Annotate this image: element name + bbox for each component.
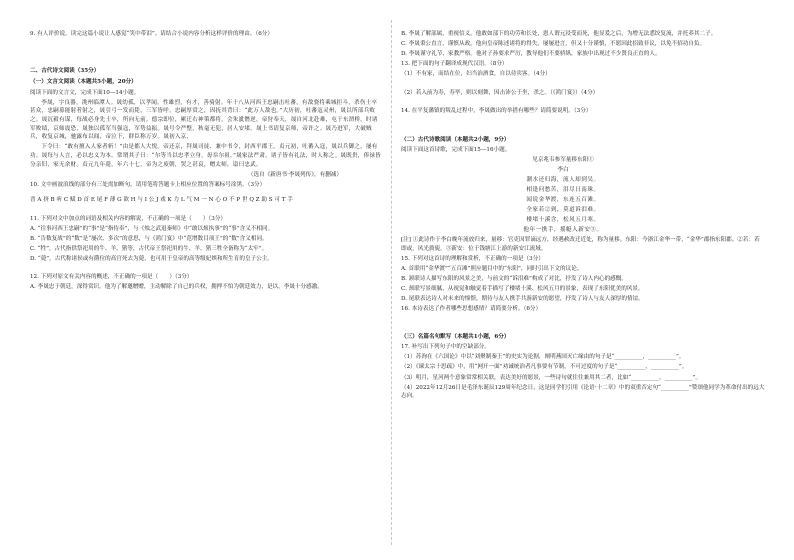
left-paragraph: D. “薨”，古代称诸侯或有爵位的高官死去为薨，也可用于皇帝的高等级妃嫔和所生育的皇子公主。 <box>30 255 273 262</box>
left-paragraph: A. 李晟忠于朝廷，深得赏识。他为了解邀赠赠，主动解除了自己的兵权，拥押不怕为朝廷效力，是以，李晟十分感激。 <box>30 284 323 291</box>
right-paragraph: 全家若②到，莫道诉泪难。 <box>526 206 600 213</box>
left-paragraph: C. “牲”，古代指供祭祀用的牛、羊、猪等，古代帝王祭祀用的牛、羊、猪三牲全备称为“太牢”。 <box>30 245 268 252</box>
right-paragraph: 阅读下面这首诗歌，完成下面15—16小题。 <box>401 146 511 153</box>
right-paragraph: C. 颈联写景细腻，从视觉和触觉着手描写了楼堵十溪、松风五月的景象，表现了东阳优美的风景。 <box>401 285 644 292</box>
left-paragraph <box>30 191 382 195</box>
right-paragraph: 见京兆韦参军量移东阳① <box>532 156 594 163</box>
right-paragraph: 李白 <box>557 166 569 173</box>
right-paragraph: B. 颔联诗人描写东阳的风景之美，与前文的“诉泪难”构成了对比，抒发了诗人内心的感慨。 <box>401 275 627 282</box>
right-paragraph: 相逢问愁苦，泪尽日南珠。 <box>526 186 600 193</box>
right-paragraph: [注] ①此诗作于李白晚年流放归来，量移：官吏因罪谪远方，经遇赦改迁近处，称为量移。东阳：今浙江金华一带，“金华”郡指东阳郡。②若：若即或，风光旖旎。③新安：位于钱塘江上游的新安江流域。 <box>401 236 760 252</box>
right-paragraph: 楼堵十溪含，松风五月寒。 <box>526 216 600 223</box>
right-paragraph: （1）苏洵在《六国论》中以“刘聚制秦王”的史实为论据，阐明燕国灭亡缘由的句子是“__________，__________”。 <box>401 354 685 361</box>
left-column <box>30 30 382 293</box>
left-paragraph: 阅读下面的文言文，完成下面10—14小题。 <box>30 89 140 96</box>
left-paragraph <box>30 40 382 47</box>
right-paragraph: 闻说金华渡，东连五百滩。 <box>526 196 600 203</box>
right-column <box>401 30 765 402</box>
left-paragraph <box>30 57 382 64</box>
right-paragraph <box>401 323 765 330</box>
right-paragraph: （二）古代诗歌阅读（本题共2小题，9分） <box>401 136 510 143</box>
right-paragraph <box>401 117 765 124</box>
right-paragraph: A. 首联用“金华渡”“五百滩”照应题目中的“东阳”，同时引出下文的议论。 <box>401 265 583 272</box>
right-paragraph: 14. 在平复藩镇的叛乱过程中，李晟做出的举措有哪些？请简要说明。（3分） <box>401 108 592 115</box>
right-paragraph: D. 李晟谨守礼节，家教严格。他对子孙要求严厉，教导他们不要骄纵，家族中出现过不少贤良正直的人。 <box>401 51 661 58</box>
left-paragraph: （选自《新唐书·李晟列传》，有删减） <box>247 171 342 178</box>
right-paragraph <box>401 315 765 322</box>
right-paragraph: C. 李晟秉公直言，谨慎从政。他向皇帝陈述诸将的得失，屡屡进言，但又十分谨慎，不愿因此招致非议，以免不招功自负。 <box>401 41 706 48</box>
right-paragraph <box>401 126 765 133</box>
left-paragraph <box>30 206 382 213</box>
left-paragraph: B. “告数复战”的“数”是“屡次、多次”的意思，与《鸿门宴》中“范增数目项王”的“数”含义相同。 <box>30 235 268 242</box>
left-paragraph: （一）文言文阅读（本题共5小题，20分） <box>30 79 137 86</box>
right-paragraph: B. 李晟了解部属，重视信义。他敢如部下的功劳和长处，恩人谓元浸受而死，他显爰之后，为增无法悉饺复流，并托养其二子。 <box>401 31 717 37</box>
right-paragraph: （2）《谏太宗十思疏》中，用“网开一面”劝诫统治者凡事要有节制，不可过度的句子是“__________，__________”。 <box>401 364 688 371</box>
left-paragraph: 9. 有人评价说，读完这篇小说让人感觉“笑中带泪”。请结合小说内容分析这样评价的理由。（6分） <box>30 31 273 37</box>
left-paragraph <box>30 48 382 55</box>
right-paragraph: （4）2022年12月26日是毛泽东诞辰129周年纪念日，这是同学们引用《论语·十二章》中的双重否定句“__________”赞颂他同学为革命付出的远大志向。 <box>401 384 765 400</box>
column-divider <box>391 20 392 545</box>
left-paragraph: 10. 文中画波浪线的部分有三处需加断句，请用笔将答题卡上相应位置的答案标号涂黑。（3分） <box>30 181 266 188</box>
left-paragraph: 下令曰：“敢有擅入人家者斩！”由是都人大悦。帝还京，拜晟司徒、兼中书令，封西平郡王。贞元初，吐蕃入寇，晟以兵御之，屡有功。晟每与人言，必以忠义为本。常谓其子曰：“尔等当以忠孝立身，毋忝尔祖。”晟家法严肃，诸子皆有礼法，时人称之。晟既贵，俸禄皆分亲旧，家无余财。贞元九年薨，年六十七，帝为之废朝，哭之甚哀，赠太师，谥曰忠武。 <box>30 144 381 168</box>
left-paragraph: A. “往事河西王忠嗣”的“事”是“指侍奉”，与《烛之武退秦师》中“敢以烦执事”的“事”含义不相同。 <box>30 225 274 232</box>
left-paragraph: 晋 A 挤 B 听 C 赋 D 首 E 尾 F 薄 G 欲 H 与 I 公 J 戏 K 力 L 气 M 一 N 心 O 不 P 世 Q Z 助 S 可 T 手 <box>30 197 293 204</box>
right-paragraph: （1）不有家，而结在位，妇当治酒食，自以待宾客。（4分） <box>401 71 551 78</box>
right-paragraph: 13. 把下面的句子翻译成现代汉语。（8分） <box>401 61 508 68</box>
right-paragraph: 16. 本诗表达了作者哪些思想感情？请简要分析。（6分） <box>401 305 542 312</box>
right-paragraph <box>401 99 765 106</box>
right-paragraph <box>401 80 765 87</box>
left-paragraph: 11. 下列对文中加点的词语及相关内容的解说，不正确的一项是（ ）（3分） <box>30 215 227 222</box>
right-paragraph: 他年一携手，摇艇入新安③。 <box>523 226 603 233</box>
right-paragraph: 17. 补写出下列句子中的空缺部分。 <box>401 344 490 351</box>
left-paragraph: 李晟，字良器，洮州临潭人。晟幼孤，以孝闻。性雄烈，有才，善骑射。年十八从河西王忠嗣击吐蕃，有敌骁将乘城拒斗，杀伤士卒甚众，忠嗣募能射者射之，晟引弓一发而毙，三军皆呼。忠嗣厚赏之，因抚其背曰：“此万人敌也。”大历初，吐蕃寇灵州，晟以所部兵败之。晟沉毅有谋，每战必身先士卒，所向无前。德宗即位，累迁右神策都将。会朱泚僭逆，帝狩奉天，晟自河北赴难，屯于东渭桥。时诸军败绩，京师震恐，晟独以孤军当强寇，军势益振。晟号令严整，秋毫无犯，居人安堵。晟上书请复京师，帝许之。晟乃进军，大破贼兵，收复京城，驰露布以闻，帝泣下，群臣称万岁。晟初入京， <box>30 99 378 141</box>
right-paragraph: （三）名篇名句默写（本题共1小题，6分） <box>401 334 510 341</box>
left-paragraph: 12. 下列对原文有关内容的概述，不正确的一项是（ ）（3分） <box>30 274 193 281</box>
right-paragraph: D. 尾联表达诗人对未来的憧憬，期待与友人携手共游新安的愿望，抒发了诗人与友人深厚的情谊。 <box>401 295 644 302</box>
left-paragraph <box>30 265 382 272</box>
right-paragraph: 15. 下列对这首诗的理解和赏析，不正确的一项是（3分） <box>401 255 544 262</box>
right-paragraph: （2）若入前为寿，寿毕，则以刻舞，因击沛公于坐，杀之。（《鸿门宴》）（4分） <box>401 89 599 96</box>
right-paragraph: （3）明月，星河两个意象常常相关联，表达美好的愿景，一些诗句就往往兼用其二者，比如“__________，__________”。 <box>401 374 702 381</box>
left-paragraph: 二、古代诗文阅读（35分） <box>30 67 100 74</box>
right-paragraph: 潮水还归海，流人却到吴。 <box>526 176 600 183</box>
